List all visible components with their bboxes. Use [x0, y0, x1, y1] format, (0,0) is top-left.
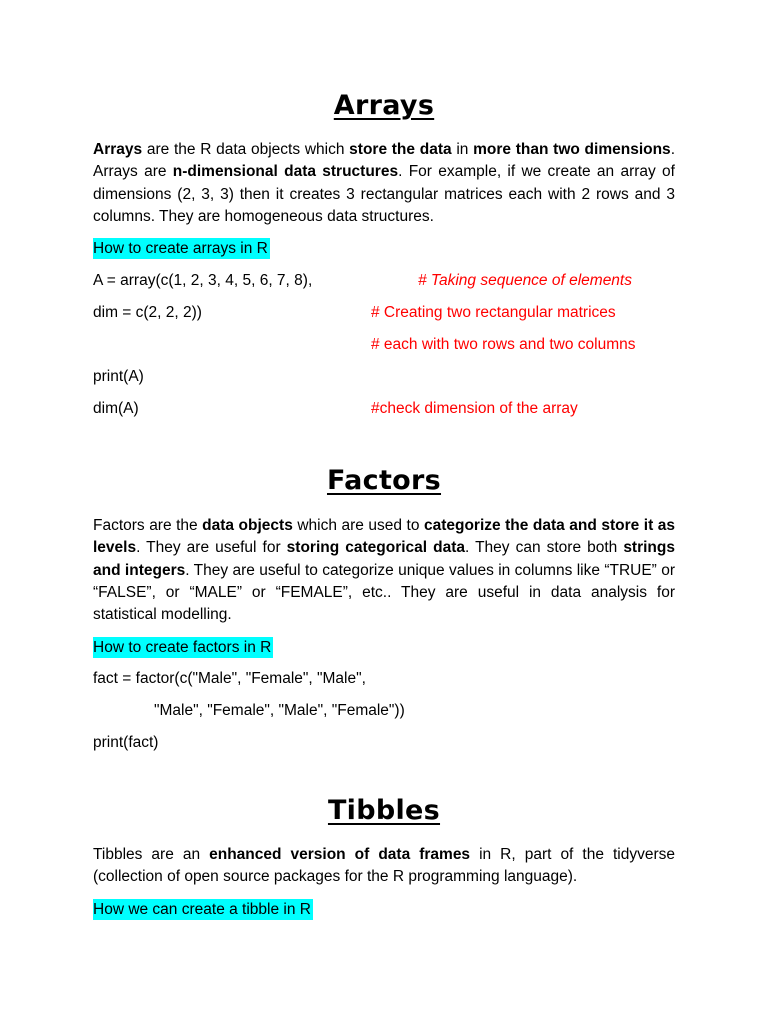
- factors-heading: Factors: [326, 465, 442, 496]
- bold-text-run: storing categorical data: [286, 539, 465, 557]
- text-run: . For example, if we create an array of dimensions (2, 3, 3) then it creates 3 rectangular matrices each with 2 rows and 3 columns. They are homogeneous data structures.: [93, 163, 675, 225]
- bold-text-run: strings and integers: [93, 539, 675, 579]
- arrays-heading: Arrays: [333, 90, 435, 121]
- tibbles-heading: Tibbles: [327, 795, 441, 826]
- arrays-code-comment-2: # Creating two rectangular matrices: [371, 304, 616, 321]
- factors-intro: [93, 515, 675, 626]
- text-run: which are used to: [292, 517, 424, 534]
- factors-code-line-3: print(fact): [93, 734, 159, 751]
- bold-text-run: store the data: [349, 141, 452, 158]
- text-run: . They can store both: [465, 539, 624, 557]
- tibbles-how-to: How we can create a tibble in R: [93, 901, 311, 918]
- factors-code-line-2: "Male", "Female", "Male", "Female")): [154, 702, 405, 719]
- arrays-code-comment-5: #check dimension of the array: [371, 400, 578, 417]
- text-run: in R, part of the tidyverse (collection of open source packages for the R programming language).: [93, 846, 675, 886]
- arrays-code-line-1: A = array(c(1, 2, 3, 4, 5, 6, 7, 8),: [93, 272, 313, 289]
- arrays-code-comment-3: # each with two rows and two columns: [371, 336, 636, 353]
- text-run: Tibbles are an: [93, 846, 210, 863]
- text-run: . Arrays are: [93, 141, 675, 181]
- bold-text-run: n-dimensional data structures: [172, 163, 399, 181]
- text-run: in: [451, 141, 474, 158]
- arrays-code-line-2: dim = c(2, 2, 2)): [93, 304, 202, 321]
- factors-how-to: How to create factors in R: [93, 639, 272, 656]
- text-run: . They are useful to categorize unique values in columns like “TRUE” or “FALSE”, or “MALE” or “FEMALE”, etc.. They are useful in data analysis for statistical modelling.: [93, 561, 675, 624]
- bold-text-run: data objects: [202, 517, 293, 534]
- bold-text-run: more than two dimensions: [473, 141, 671, 158]
- text-run: are the R data objects which: [142, 141, 350, 158]
- bold-text-run: categorize the data and store it as levels: [93, 517, 676, 557]
- factors-code-line-1: fact = factor(c("Male", "Female", "Male",: [93, 670, 366, 687]
- text-run: Factors are the: [93, 517, 203, 534]
- arrays-code-comment-1: # Taking sequence of elements: [418, 272, 632, 289]
- arrays-intro: [93, 139, 675, 228]
- arrays-code-line-4: print(A): [93, 368, 144, 385]
- arrays-code-line-5: dim(A): [93, 400, 139, 417]
- bold-text-run: Arrays: [93, 141, 143, 158]
- arrays-how-to: How to create arrays in R: [93, 240, 268, 257]
- tibbles-intro: [93, 844, 675, 889]
- text-run: . They are useful for: [136, 539, 287, 557]
- bold-text-run: enhanced version of data frames: [209, 846, 471, 863]
